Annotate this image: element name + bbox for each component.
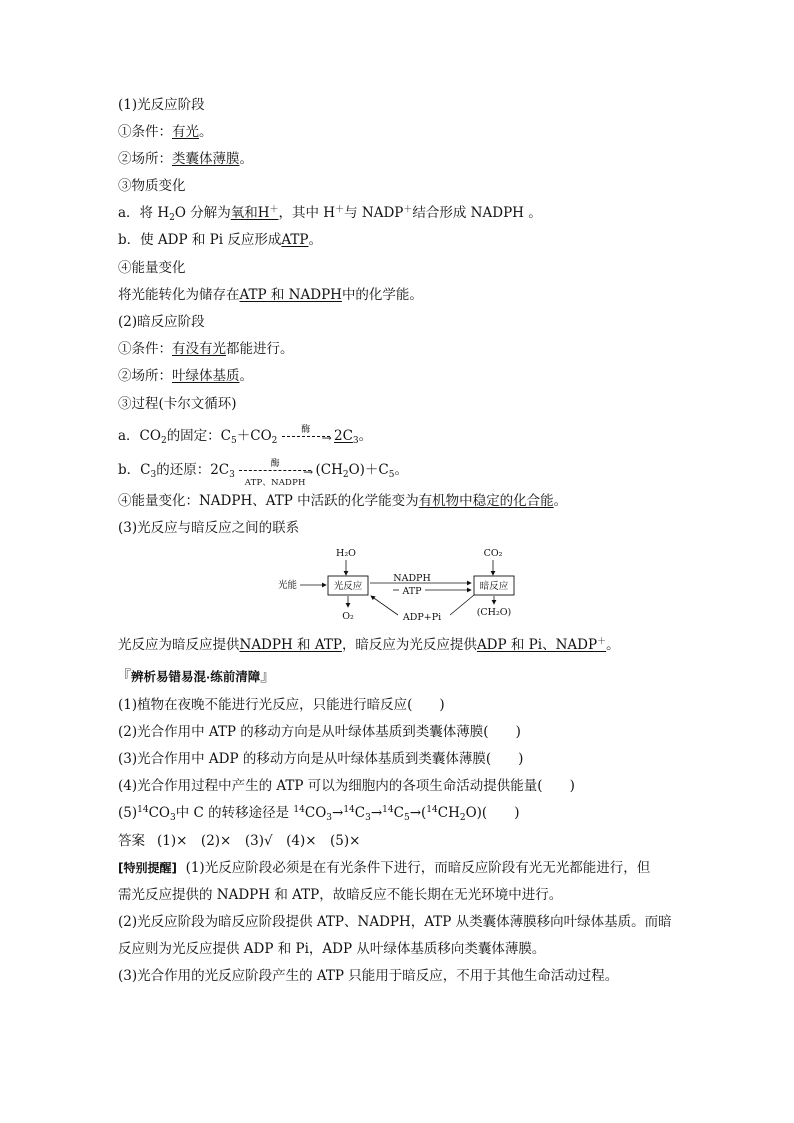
diagram-ch2o-label: (CH₂O) — [476, 607, 512, 618]
diagram-h2o-label: H₂O — [336, 548, 356, 559]
diagram-o2-label: O₂ — [342, 611, 354, 622]
light-dark-reaction-diagram — [272, 544, 534, 630]
section3-heading: (3)光反应与暗反应之间的联系 — [118, 520, 300, 536]
tip-1-line-1: [特别提醒] (1)光反应阶段必须是在有光条件下进行，而暗反应阶段有光无光都能进行，但 — [118, 860, 651, 876]
section1-condition: ①条件：有光。 — [118, 124, 213, 140]
diagram-dark-box-label: 暗反应 — [479, 581, 509, 592]
question-3: (3)光合作用中 ADP 的移动方向是从叶绿体基质到类囊体薄膜( ) — [118, 751, 524, 767]
section2-process-heading: ③过程(卡尔文循环) — [118, 396, 237, 412]
diagram-nadph-label: NADPH — [393, 573, 431, 584]
question-5: $(5)^{14}CO_3$中 C 的转移途径是 $^{14}CO_3\to^{14}C_3\to^{14}C_5\to(^{14}CH_2O)$( ) — [118, 805, 520, 823]
diagram-adp-label: ADP+Pi — [402, 612, 442, 623]
diagram-light-label: 光能 — [278, 580, 298, 591]
tip-2-line-2: 反应则为光反应提供 ADP 和 Pi，ADP 从叶绿体基质移向类囊体薄膜。 — [118, 941, 546, 957]
tip-label: [特别提醒] — [118, 861, 177, 875]
section3-summary: 光反应为暗反应提供NADPH 和 ATP，暗反应为光反应提供ADP 和 Pi、NADP＋。 — [118, 637, 620, 653]
question-2: (2)光合作用中 ATP 的移动方向是从叶绿体基质到类囊体薄膜( ) — [118, 724, 521, 740]
question-1: (1)植物在夜晚不能进行光反应，只能进行暗反应( ) — [118, 697, 445, 713]
section2-reduction: b．$C_3$的还原：$2C_3$ 酶 ATP、NADPH → $(CH_2O)+C_5$。 — [118, 458, 408, 488]
section2-heading: (2)暗反应阶段 — [118, 314, 205, 330]
question-4: (4)光合作用过程中产生的 ATP 可以为细胞内的各项生命活动提供能量( ) — [118, 778, 575, 794]
section2-site: ②场所：叶绿体基质。 — [118, 368, 253, 384]
section1-site: ②场所：类囊体薄膜。 — [118, 151, 253, 167]
section1-energy-heading: ④能量变化 — [118, 260, 186, 276]
section2-energy: ④能量变化：NADPH、ATP 中活跃的化学能变为有机物中稳定的化合能。 — [118, 493, 568, 509]
practice-section-title: 『辨析易错易混·练前清障』 — [116, 667, 276, 685]
section1-heading: (1)光反应阶段 — [118, 97, 205, 113]
section2-condition: ①条件：有没有光都能进行。 — [118, 341, 294, 357]
diagram-atp-label: ATP — [402, 586, 422, 597]
diagram-light-box-label: 光反应 — [333, 581, 363, 592]
fixation-arrow: 酶 → — [282, 428, 330, 446]
section2-fixation: a．$CO_2$的固定：$C_5+CO_2$ 酶 → $2C_3$。 — [118, 424, 373, 446]
tip-1-line-2: 需光反应提供的 NADPH 和 ATP，故暗反应不能长期在无光环境中进行。 — [118, 887, 563, 903]
diagram-co2-label: CO₂ — [483, 548, 503, 559]
section1-energy: 将光能转化为储存在ATP 和 NADPH中的化学能。 — [118, 287, 423, 303]
section1-matter-b: b．使 ADP 和 Pi 反应形成ATP。 — [118, 232, 322, 248]
tip-3: (3)光合作用的光反应阶段产生的 ATP 只能用于暗反应，不用于其他生命活动过程。 — [118, 968, 619, 984]
reduction-arrow: 酶 ATP、NADPH → — [239, 462, 311, 480]
section1-matter-heading: ③物质变化 — [118, 178, 186, 194]
tip-2-line-1: (2)光反应阶段为暗反应阶段提供 ATP、NADPH，ATP 从类囊体薄膜移向叶绿体基质。而暗 — [118, 914, 672, 930]
answer-line: 答案 (1)× (2)× (3)√ (4)× (5)× — [118, 833, 361, 849]
section1-matter-a: a．将 $H_2O$ 分解为氧和H＋，其中 H＋与 NADP＋结合形成 NADPH 。 — [118, 205, 542, 223]
